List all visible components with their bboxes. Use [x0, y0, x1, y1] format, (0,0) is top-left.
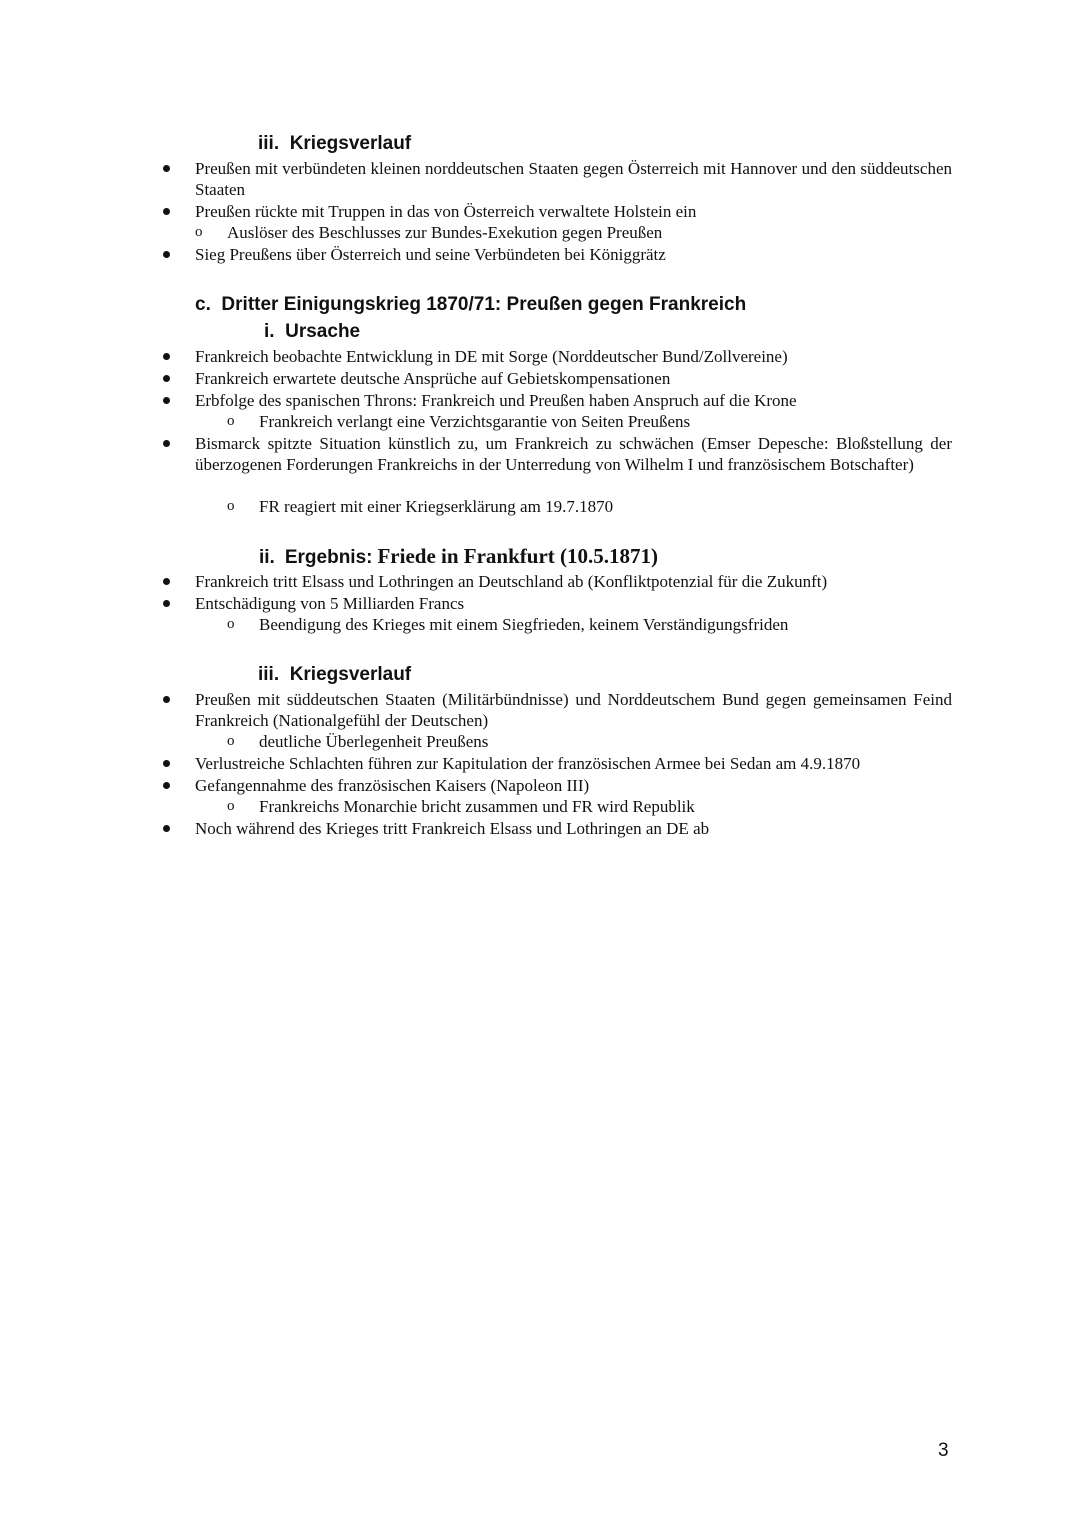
page-number: 3 [938, 1440, 949, 1461]
bullet-icon [161, 158, 171, 179]
heading-kriegsverlauf-2 [258, 663, 411, 687]
sub-list-item: FR reagiert mit einer Kriegserklärung am 19.7.1870 [259, 497, 614, 516]
bullet-icon [161, 433, 171, 454]
sub-bullet-icon: o [227, 733, 235, 749]
heading-ergebnis [259, 544, 658, 570]
sub-list-item: deutliche Überlegenheit Preußens [259, 732, 489, 751]
sub-bullet-icon: o [227, 798, 235, 814]
bullet-icon [161, 818, 171, 839]
heading-title: Kriegsverlauf [289, 133, 412, 154]
list-item: Gefangennahme des französischen Kaisers (Napoleon III) [195, 776, 590, 795]
list-item: Preußen rückte mit Truppen in das von Österreich verwaltete Holstein ein [195, 202, 697, 221]
bullet-icon [161, 201, 171, 222]
bullet-icon [161, 571, 171, 592]
heading-number: iii. [258, 133, 280, 154]
heading-title-date: Friede in Frankfurt (10.5.1871) [377, 544, 659, 568]
heading-title: Ergebnis: [284, 547, 373, 568]
sub-list-item: Frankreich verlangt eine Verzichtsgarantie von Seiten Preußens [259, 412, 691, 431]
heading-number: ii. [259, 547, 275, 568]
bullet-icon [161, 244, 171, 265]
sub-list-item: Frankreichs Monarchie bricht zusammen und FR wird Republik [259, 797, 695, 816]
heading-number: iii. [258, 664, 280, 685]
list-item: Frankreich erwartete deutsche Ansprüche auf Gebietskompensationen [195, 369, 671, 388]
bullet-icon [161, 775, 171, 796]
heading-section-c [195, 293, 746, 317]
sub-list-item: Auslöser des Beschlusses zur Bundes-Exekution gegen Preußen [227, 223, 663, 242]
list-item: Entschädigung von 5 Milliarden Francs [195, 594, 465, 613]
bullet-icon [161, 753, 171, 774]
list-item: Preußen mit verbündeten kleinen norddeutschen Staaten gegen Österreich mit Hannover und den süddeutschen Staaten [195, 159, 952, 199]
heading-title: Kriegsverlauf [289, 664, 412, 685]
list-item: Frankreich tritt Elsass und Lothringen an Deutschland ab (Konfliktpotenzial für die Zukunft) [195, 572, 828, 591]
list-item: Erbfolge des spanischen Throns: Frankreich und Preußen haben Anspruch auf die Krone [195, 391, 797, 410]
bullet-icon [161, 390, 171, 411]
bullet-icon [161, 593, 171, 614]
heading-number: i. [264, 321, 275, 342]
heading-ursache [264, 320, 360, 344]
sub-bullet-icon: o [227, 616, 235, 632]
heading-number: c. [195, 294, 211, 315]
list-item: Bismarck spitzte Situation künstlich zu, um Frankreich zu schwächen (Emser Depesche: Bloßstellung der überzogenen Forderungen Frankreichs in der Unterredung von Wilhelm I und französischem Botschafter) [195, 434, 952, 474]
sub-bullet-icon: o [195, 224, 203, 240]
list-item: Sieg Preußens über Österreich und seine Verbündeten bei Königgrätz [195, 245, 666, 264]
sub-bullet-icon: o [227, 413, 235, 429]
bullet-icon [161, 368, 171, 389]
list-item: Preußen mit süddeutschen Staaten (Militärbündnisse) und Norddeutschem Bund gegen gemeinsamen Feind Frankreich (Nationalgefühl der Deutschen) [195, 690, 952, 730]
heading-title: Dritter Einigungskrieg 1870/71: Preußen gegen Frankreich [221, 294, 747, 315]
bullet-icon [161, 689, 171, 710]
sub-bullet-icon: o [227, 498, 235, 514]
sub-list-item: Beendigung des Krieges mit einem Siegfrieden, keinem Verständigungsfriden [259, 615, 789, 634]
heading-title: Ursache [285, 321, 361, 342]
list-item: Frankreich beobachte Entwicklung in DE mit Sorge (Norddeutscher Bund/Zollvereine) [195, 347, 788, 366]
bullet-icon [161, 346, 171, 367]
list-item: Verlustreiche Schlachten führen zur Kapitulation der französischen Armee bei Sedan am 4.9.1870 [195, 754, 861, 773]
heading-kriegsverlauf-1 [258, 132, 411, 156]
list-item: Noch während des Krieges tritt Frankreich Elsass und Lothringen an DE ab [195, 819, 710, 838]
